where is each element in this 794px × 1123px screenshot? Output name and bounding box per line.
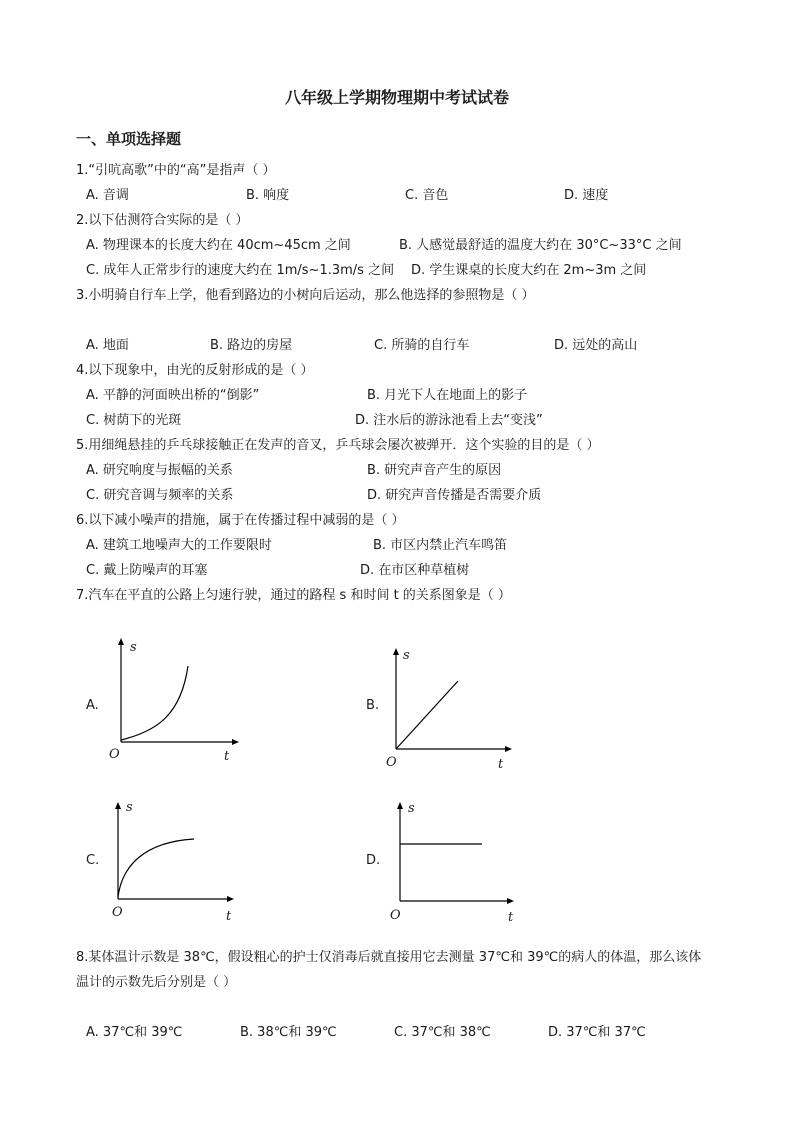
graph-a-axis-x-label: t <box>224 749 230 764</box>
graph-c-axis-y-label: s <box>126 800 133 815</box>
question-7-stem: 7.汽车在平直的公路上匀速行驶，通过的路程 s 和时间 t 的关系图象是（ ） <box>76 588 511 603</box>
graph-d-axis-y-label: s <box>408 801 415 816</box>
question-2-option-c[interactable]: C. 成年人正常步行的速度大约在 1m/s~1.3m/s 之间 <box>86 263 395 278</box>
question-7-option-b[interactable]: B. <box>366 698 380 713</box>
question-7-option-a[interactable]: A. <box>86 698 99 713</box>
graph-b <box>384 644 520 772</box>
question-3-option-b[interactable]: B. 路边的房屋 <box>210 338 293 353</box>
graph-d-axis-x-label: t <box>508 910 514 925</box>
question-6-option-c[interactable]: C. 戴上防噪声的耳塞 <box>86 563 208 578</box>
question-1-stem: 1.“引吭高歌”中的“高”是指声（ ） <box>76 163 276 178</box>
graph-a-axis-y-label: s <box>130 640 137 655</box>
graph-d <box>388 798 524 926</box>
question-7-option-c[interactable]: C. <box>86 853 100 868</box>
question-8-option-a[interactable]: A. 37℃和 39℃ <box>86 1025 183 1040</box>
question-1-option-a[interactable]: A. 音调 <box>86 188 129 203</box>
section-heading: 一、单项选择题 <box>76 130 182 148</box>
question-2-stem: 2.以下估测符合实际的是（ ） <box>76 213 249 228</box>
question-4-option-d[interactable]: D. 注水后的游泳池看上去“变浅” <box>355 413 543 428</box>
graph-a-origin-label: O <box>109 747 120 762</box>
question-5-option-c[interactable]: C. 研究音调与频率的关系 <box>86 488 234 503</box>
graph-c <box>106 796 242 924</box>
question-4-option-b[interactable]: B. 月光下人在地面上的影子 <box>367 388 528 403</box>
question-8-option-c[interactable]: C. 37℃和 38℃ <box>394 1025 491 1040</box>
question-8-stem-line-2: 温计的示数先后分别是（ ） <box>76 975 237 990</box>
question-7-option-d[interactable]: D. <box>366 853 381 868</box>
question-6-option-b[interactable]: B. 市区内禁止汽车鸣笛 <box>373 538 508 553</box>
question-5-option-a[interactable]: A. 研究响度与振幅的关系 <box>86 463 233 478</box>
question-1-option-c[interactable]: C. 音色 <box>405 188 449 203</box>
question-4-stem: 4.以下现象中，由光的反射形成的是（ ） <box>76 363 314 378</box>
graph-c-axis-x-label: t <box>226 909 232 924</box>
question-3-option-c[interactable]: C. 所骑的自行车 <box>374 338 470 353</box>
question-1-option-d[interactable]: D. 速度 <box>564 188 609 203</box>
question-2-option-d[interactable]: D. 学生课桌的长度大约在 2m~3m 之间 <box>411 263 647 278</box>
question-3-stem: 3.小明骑自行车上学，他看到路边的小树向后运动，那么他选择的参照物是（ ） <box>76 288 535 303</box>
question-3-option-a[interactable]: A. 地面 <box>86 338 129 353</box>
graph-d-origin-label: O <box>390 908 401 923</box>
question-8-stem-line-1: 8.某体温计示数是 38℃，假设粗心的护士仅消毒后就直接用它去测量 37℃和 39℃的病人的体温，那么该体 <box>76 950 702 965</box>
question-3-option-d[interactable]: D. 远处的高山 <box>554 338 638 353</box>
graph-b-axis-x-label: t <box>498 757 504 772</box>
question-6-stem: 6.以下减小噪声的措施，属于在传播过程中减弱的是（ ） <box>76 513 405 528</box>
question-2-option-b[interactable]: B. 人感觉最舒适的温度大约在 30°C~33°C 之间 <box>399 238 682 253</box>
graph-b-origin-label: O <box>386 755 397 770</box>
question-8-option-d[interactable]: D. 37℃和 37℃ <box>548 1025 646 1040</box>
question-8-option-b[interactable]: B. 38℃和 39℃ <box>240 1025 337 1040</box>
question-1-option-b[interactable]: B. 响度 <box>246 188 290 203</box>
page-title: 八年级上学期物理期中考试试卷 <box>284 88 509 107</box>
question-6-option-a[interactable]: A. 建筑工地噪声大的工作要限时 <box>86 538 272 553</box>
graph-c-origin-label: O <box>112 905 123 920</box>
question-4-option-a[interactable]: A. 平静的河面映出桥的“倒影” <box>86 388 260 403</box>
graph-b-axis-y-label: s <box>403 648 410 663</box>
question-6-option-d[interactable]: D. 在市区种草植树 <box>360 563 470 578</box>
question-4-option-c[interactable]: C. 树荫下的光斑 <box>86 413 182 428</box>
question-5-option-d[interactable]: D. 研究声音传播是否需要介质 <box>367 488 542 503</box>
question-2-option-a[interactable]: A. 物理课本的长度大约在 40cm~45cm 之间 <box>86 238 351 253</box>
graph-a <box>106 636 242 764</box>
question-5-stem: 5.用细绳悬挂的乒乓球接触正在发声的音叉，乒乓球会屡次被弹开．这个实验的目的是（ ） <box>76 438 600 453</box>
question-5-option-b[interactable]: B. 研究声音产生的原因 <box>367 463 502 478</box>
